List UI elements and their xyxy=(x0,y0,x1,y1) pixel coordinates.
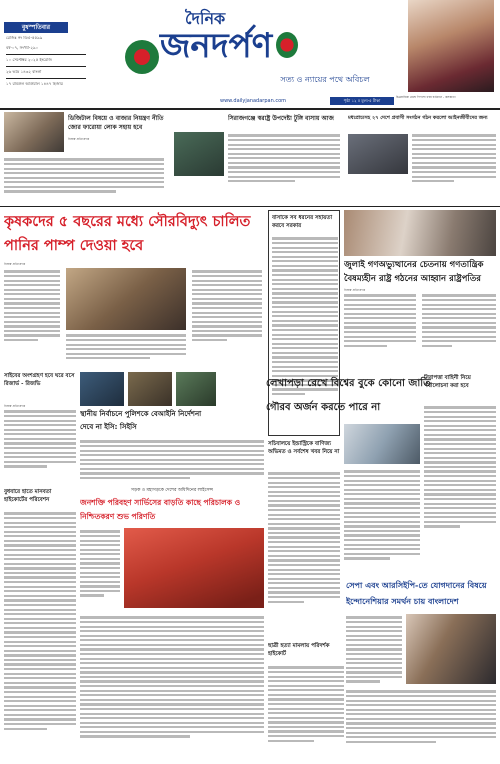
sepa-body-2 xyxy=(346,688,496,745)
box-headline: বাসাকে সব ধরনের সহায়তা করবে সরকার xyxy=(272,215,333,229)
body-col-1 xyxy=(4,268,60,344)
bangladesh-map-icon xyxy=(276,32,298,58)
story-sirajganj[interactable] xyxy=(170,112,342,204)
road-headline: জনশক্তি পরিবহণ সার্ভিসের বাড়তি কাছে পরিচালক ও নিশ্চিতকরণ শুভ পরিণতি xyxy=(80,498,241,521)
story-headline: সিরাজগঞ্জে স্বরাষ্ট্র উপদেষ্টা টুঙ্গি বাসায় আজ xyxy=(228,115,334,122)
sepa-photo xyxy=(406,614,496,684)
edition-tag: বুধস্পতিবার xyxy=(4,22,68,33)
local-headline: স্থানীয় নির্বাচনে পুলিশকে বেআইনি নির্দেশনা দেবে না ইসি: সিইসি xyxy=(80,410,202,431)
july-body-1 xyxy=(344,292,416,349)
story-headline: ছাত্রী হত্যা মামলায় পরিদর্শক হাইকোর্ট xyxy=(268,643,330,657)
masthead-daily: দৈনিক xyxy=(185,9,226,28)
body-text xyxy=(228,132,340,185)
sepa-headline: সেপা এবং আরসিইপি-তে যোগদানের বিষয়ে ইন্দোনেশিয়ার সমর্থন চায় বাংলাদেশ xyxy=(346,581,487,606)
masthead xyxy=(0,0,500,110)
story-humanity[interactable] xyxy=(4,488,76,758)
byline: নিজস্ব প্রতিবেদক xyxy=(4,404,26,408)
byline: নিজস্ব প্রতিবেদক xyxy=(344,288,366,292)
body-col-3 xyxy=(192,268,262,344)
story-rizvi[interactable] xyxy=(4,372,76,482)
story-photo xyxy=(174,132,224,176)
story-headline: মধ্যপ্রাচ্যসহ ২৭ দেশে প্রবাসী সংগঠন গঠন করলো আইনজীবীদের জন্য xyxy=(348,115,488,121)
info-bar xyxy=(0,96,395,106)
body-text xyxy=(4,408,76,470)
story-photo xyxy=(348,134,408,174)
ad-caption: চিত্রনায়িকা মেঘে পিপাসা খবর বর্তমানে - কলকাতা xyxy=(396,95,456,99)
education-photo xyxy=(344,424,420,464)
local-body xyxy=(80,438,264,482)
registration-number: রেজিঃ নং ডিএ-৫৫৯৯ xyxy=(6,36,43,40)
masthead-title: জনদর্পণ xyxy=(160,26,273,66)
byline: নিজস্ব প্রতিবেদক xyxy=(68,137,90,141)
education-body xyxy=(344,424,420,574)
body-text xyxy=(424,404,496,530)
date-bangla: ২৬ ভাদ্র ১৪৩২ বাংলা xyxy=(6,70,42,74)
lead-headline: কৃষকদের ৫ বছরের মধ্যে সৌরবিদ্যুৎ চালিত পানির পাম্প দেওয়া হবে xyxy=(4,214,251,254)
road-body-2 xyxy=(80,614,264,740)
page-price: পৃষ্ঠা ১২ ॥ মূল্য-৫ টাকা xyxy=(330,97,394,105)
website-link[interactable]: www.dailyjanadarpan.com xyxy=(220,98,287,104)
volume-issue: বর্ষ-০৭, সংখ্যা-২৯০ xyxy=(6,46,39,50)
story-headline: সাইবের অংশগ্রহণ হবে ঘরে বসে রিজার্ভ - রিজভি xyxy=(4,373,75,387)
high-court-story[interactable] xyxy=(268,642,344,758)
body-col-2 xyxy=(66,332,186,362)
road-kicker: সড়ক ও মহাসড়কে দেশের অধিদিনের লাইসেন্স xyxy=(131,488,213,493)
education-headline: লেখাপড়া রেখে বিশ্বের বুকে কোনো জাতি গৌরব অর্জন করতে পারে না xyxy=(266,378,431,413)
story-secretariat[interactable] xyxy=(268,440,340,640)
byline: নিজস্ব প্রতিবেদক xyxy=(4,262,26,266)
local-election-story[interactable] xyxy=(80,372,264,482)
story-headline: সচিবালয়ে ইন্ডাস্ট্রিকে বাণিজ্য অভিমত ও সর্বশেষ খবর নিয়ে না xyxy=(268,441,340,455)
masthead-logo xyxy=(160,24,420,68)
body-text xyxy=(4,510,76,732)
body-text xyxy=(412,132,496,185)
story-headline: নিরাপত্তা বাহিনী নিয়ে পর্যালোচনা করা হবে xyxy=(424,375,471,389)
body-text xyxy=(268,664,344,744)
road-story[interactable] xyxy=(80,486,264,758)
road-body-1 xyxy=(80,528,120,599)
bangladesh-flag-emblem xyxy=(125,40,159,74)
body-text xyxy=(4,156,164,195)
local-photo-1 xyxy=(80,372,124,406)
july-photo xyxy=(344,210,496,256)
sepa-story[interactable] xyxy=(346,578,496,758)
july-story[interactable] xyxy=(344,210,496,370)
lead-story[interactable] xyxy=(4,208,262,368)
date-english: ১০ সেপ্টেম্বর ২০২৫ ইংরেজি xyxy=(6,58,52,62)
july-body-2 xyxy=(422,292,496,349)
date-hijri: ১৭ রবিউল আউয়াল ১৪৪৭ হিজরি xyxy=(6,82,63,86)
local-photo-3 xyxy=(176,372,216,406)
lead-photo xyxy=(66,268,186,330)
slogan: সত্য ও ন্যায়ের পথে অবিচল xyxy=(280,75,370,84)
story-digital[interactable] xyxy=(4,112,166,204)
sepa-body-1 xyxy=(346,614,402,685)
july-headline: জুলাই গণঅভ্যুত্থানের চেতনায় গণতান্ত্রিক বৈষম্যহীন রাষ্ট্র গঠনের আহ্বান রাষ্ট্রপতির xyxy=(344,260,484,284)
story-photo xyxy=(4,112,64,152)
story-lawyers[interactable] xyxy=(348,112,496,204)
story-headline: বুধবারে হাতে মানবতা হাইকোর্টের পরিবেশন xyxy=(4,489,52,503)
story-security[interactable] xyxy=(424,374,496,564)
local-photo-2 xyxy=(128,372,172,406)
body-text xyxy=(268,470,340,605)
masthead-divider xyxy=(0,108,500,110)
ad-portrait xyxy=(408,0,494,92)
story-headline: ডিজিটাল বিষয়ে ও বাজার নিয়ন্ত্রণ নীতি জোর ফারোয়া লোক সহায় হবে xyxy=(68,115,164,131)
road-photo xyxy=(124,528,264,608)
